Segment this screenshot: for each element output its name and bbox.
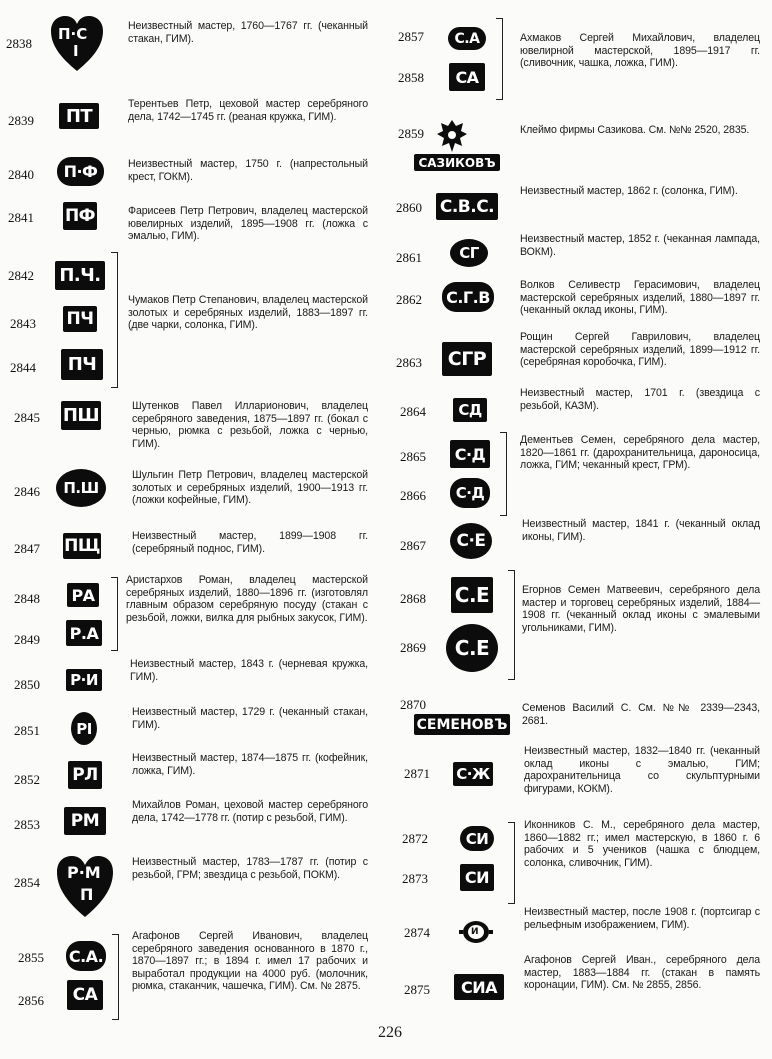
hallmark-stamp: СГ bbox=[450, 239, 488, 267]
hallmark-stamp: С.А. bbox=[66, 941, 106, 971]
entry-description: Агафонов Сергей Иванович, владелец серебряного заведения основанного в 1870 г., 1870—1897 гг.; в 1894 г. имел 17 рабочих и выработал продукции на 4000 руб. (молочник, рюмка, стаканчик, чашечка, ГИМ). См. № 2875. bbox=[132, 930, 368, 993]
mark-label: Р·М bbox=[67, 863, 101, 882]
hallmark-stamp: СГР bbox=[442, 342, 492, 376]
group-bracket bbox=[508, 822, 515, 904]
hallmark-stamp: ПШ bbox=[61, 401, 101, 430]
hallmark-stamp: П.Ч. bbox=[55, 261, 105, 290]
entry-description: Ахмаков Сергей Михайлович, владелец ювелирной мастерской, 1895—1917 гг. (сливочник, чашка, ложка, ГИМ). bbox=[520, 32, 760, 70]
entry-description: Дементьев Семен, серебряного дела мастер, 1820—1861 гг. (дарохранительница, дароносица, ложка, ГИМ; чеканный крест, ГРМ). bbox=[520, 434, 760, 472]
mark-number: 2873 bbox=[402, 871, 428, 886]
mark-number: 2863 bbox=[396, 355, 422, 370]
hallmark-stamp: С·Ж bbox=[453, 762, 493, 786]
entry-description: Неизвестный мастер, 1852 г. (чеканная лампада, ВОКМ). bbox=[520, 233, 760, 258]
mark-number: 2838 bbox=[6, 36, 32, 51]
mark-number: 2856 bbox=[18, 993, 44, 1008]
mark-number: 2864 bbox=[400, 404, 426, 419]
mark-label-lower: І bbox=[73, 42, 79, 60]
mark-number: 2839 bbox=[8, 113, 34, 128]
hallmark-stamp: С.А bbox=[448, 27, 486, 50]
hallmark-stamp: П.Ш bbox=[56, 469, 106, 507]
hallmark-stamp: С.Е bbox=[446, 624, 498, 672]
entry-description: Агафонов Сергей Иван., серебряного дела мастер, 1883—1884 гг. (стакан в память коронации, ГИМ). См. № 2855, 2856. bbox=[524, 954, 760, 992]
entry-description: Неизвестный мастер, 1729 г. (чеканный стакан, ГИМ). bbox=[132, 706, 368, 731]
mark-number: 2862 bbox=[396, 292, 422, 307]
mark-number: 2846 bbox=[14, 484, 40, 499]
entry-description: Шутенков Павел Илларионович, владелец серебряного заведения, 1875—1897 гг. (бокал с чернью, рюмка с резьбой, ложка с чернью, ГИМ). bbox=[132, 400, 368, 450]
hallmark-stamp: СА bbox=[449, 63, 485, 91]
entry-description: Неизвестный мастер, 1760—1767 гг. (чеканный стакан, ГИМ). bbox=[128, 20, 368, 45]
entry-description: Неизвестный мастер, 1701 г. (звездица с резьбой, КАЗМ). bbox=[520, 387, 760, 412]
mark-number: 2866 bbox=[400, 488, 426, 503]
entry-description: Фарисеев Петр Петрович, владелец мастерской ювелирных изделий, 1895—1908 гг. (ложка с эмалью, ГИМ). bbox=[128, 205, 368, 243]
mark-number: 2848 bbox=[14, 591, 40, 606]
entry-description: Волков Селивестр Герасимович, владелец мастерской серебряных изделий, 1880—1897 гг. (чеканный оклад иконы, ГИМ). bbox=[520, 279, 760, 317]
mark-number: 2842 bbox=[8, 268, 34, 283]
entry-description: Аристархов Роман, владелец мастерской серебряных изделий, 1880—1896 гг. (изготовлял главным образом серебряную посуду (стакан с резьбой, ложки, вилка для рыбных закусок, ГИМ). bbox=[126, 574, 368, 624]
hallmark-stamp: РІ bbox=[71, 712, 97, 745]
mark-label: П·С bbox=[58, 25, 88, 43]
mark-number: 2871 bbox=[404, 766, 430, 781]
hallmark-stamp: СЕМЕНОВЪ bbox=[414, 714, 510, 735]
entry-description: Неизвестный мастер, 1841 г. (чеканный оклад иконы, ГИМ). bbox=[522, 518, 760, 543]
group-bracket bbox=[112, 934, 119, 1020]
entry-description: Неизвестный мастер, 1862 г. (солонка, ГИМ). bbox=[520, 185, 738, 197]
mark-number: 2874 bbox=[404, 925, 430, 940]
mark-number: 2858 bbox=[398, 70, 424, 85]
entry-description: Неизвестный мастер, 1783—1787 гг. (потир с резьбой, ГРМ; звездица с резьбой, ПОКМ). bbox=[132, 856, 368, 881]
group-bracket bbox=[500, 432, 507, 516]
mark-number: 2840 bbox=[8, 167, 34, 182]
mark-number: 2845 bbox=[14, 410, 40, 425]
hallmark-stamp: РМ bbox=[64, 807, 106, 835]
mark-number: 2857 bbox=[398, 29, 424, 44]
mark-number: 2860 bbox=[396, 200, 422, 215]
hallmark-stamp: ПТ bbox=[59, 103, 99, 129]
mark-number: 2869 bbox=[400, 640, 426, 655]
group-bracket bbox=[111, 577, 118, 651]
hallmark-stamp: С.Е bbox=[451, 577, 493, 613]
hallmark-stamp: Р·И bbox=[66, 669, 102, 691]
mark-number: 2861 bbox=[396, 250, 422, 265]
hallmark-stamp: СИ bbox=[460, 864, 494, 891]
mark-number: 2872 bbox=[402, 831, 428, 846]
mark-number: 2870 bbox=[400, 697, 426, 712]
hallmark-stamp: ПЧ bbox=[61, 349, 103, 380]
page-number: 226 bbox=[378, 1024, 402, 1041]
mark-label-lower: П bbox=[80, 885, 94, 904]
mark-number: 2843 bbox=[10, 316, 36, 331]
entry-description: Неизвестный мастер, после 1908 г. (портсигар с рельефным изображением, ГИМ). bbox=[524, 906, 760, 931]
mark-number: 2855 bbox=[18, 950, 44, 965]
hallmark-stamp: РЛ bbox=[68, 761, 102, 789]
entry-description: Неизвестный мастер, 1843 г. (черневая кружка, ГИМ). bbox=[130, 658, 368, 683]
mark-number: 2867 bbox=[400, 538, 426, 553]
hallmark-stamp: С·Д bbox=[450, 440, 490, 468]
mark-number: 2852 bbox=[14, 772, 40, 787]
mark-label: И bbox=[471, 927, 479, 937]
entry-description: Клеймо фирмы Сазикова. См. №№ 2520, 2835. bbox=[520, 124, 750, 136]
hallmark-stamp: ПЧ bbox=[63, 306, 97, 332]
hallmark-stamp: ПЩ bbox=[63, 533, 101, 559]
mark-number: 2850 bbox=[14, 677, 40, 692]
mark-number: 2847 bbox=[14, 541, 40, 556]
entry-description: Иконников С. М., серебряного дела мастер, 1860—1882 гг.; имел мастерскую, в 1860 г. 6 рабочих и 5 учеников (чашка с блюдцем, солонка, сливочник, ГИМ). bbox=[524, 819, 760, 869]
entry-description: Чумаков Петр Степанович, владелец мастерской золотых и серебряных изделий, 1883—1897 гг. (две чарки, солонка, ГИМ). bbox=[128, 294, 368, 332]
hallmark-stamp: САЗИКОВЪ bbox=[414, 154, 500, 171]
entry-description: Семенов Василий С. См. №№ 2339—2343, 2681. bbox=[522, 702, 760, 727]
hallmark-stamp: СД bbox=[453, 398, 487, 422]
hallmark-stamp: СИА bbox=[454, 974, 504, 1000]
hallmark-stamp: С·Е bbox=[450, 523, 492, 559]
hallmark-stamp: СА bbox=[67, 980, 103, 1010]
hallmark-stamp: Р.А bbox=[66, 620, 102, 646]
hallmark-stamp: СИ bbox=[460, 826, 494, 851]
mark-number: 2851 bbox=[14, 723, 40, 738]
hallmark-stamp: С·Д bbox=[450, 478, 490, 508]
entry-description: Неизвестный мастер, 1832—1840 гг. (чеканный оклад иконы с эмалью, ГИМ; дарохранительница со скульптурными фигурами, КОКМ). bbox=[524, 745, 760, 795]
mark-number: 2875 bbox=[404, 982, 430, 997]
entry-description: Шульгин Петр Петрович, владелец мастерской золотых и серебряных изделий, 1900—1913 гг. (ложки кофейные, ГИМ). bbox=[132, 469, 368, 507]
mark-number: 2854 bbox=[14, 875, 40, 890]
mark-number: 2865 bbox=[400, 449, 426, 464]
entry-description: Егорнов Семен Матвеевич, серебряного дела мастер и торговец серебряных изделий, 1884—1908 гг. (чеканный оклад иконы с эмалевыми угольниками, ГИМ). bbox=[522, 584, 760, 634]
group-bracket bbox=[496, 18, 503, 100]
entry-description: Рощин Сергей Гаврилович, владелец мастерской серебряных изделий, 1899—1912 гг. (серебряная коробочка, ГИМ). bbox=[520, 331, 760, 369]
mark-number: 2841 bbox=[8, 210, 34, 225]
hallmark-stamp: С.В.С. bbox=[436, 193, 498, 220]
entry-description: Михайлов Роман, цеховой мастер серебряного дела, 1742—1778 гг. (потир с резьбой, ГИМ). bbox=[132, 799, 368, 824]
entry-description: Неизвестный мастер, 1899—1908 гг. (серебряный поднос, ГИМ). bbox=[132, 530, 368, 555]
entry-description: Неизвестный мастер, 1874—1875 гг. (кофейник, ложка, ГИМ). bbox=[132, 752, 368, 777]
entry-description: Неизвестный мастер, 1750 г. (напрестольный крест, ГОКМ). bbox=[128, 158, 368, 183]
entry-description: Терентьев Петр, цеховой мастер серебряного дела, 1742—1745 гг. (реаная кружка, ГИМ). bbox=[128, 98, 368, 123]
hallmark-stamp: П·Ф bbox=[57, 157, 104, 186]
eagle-crest-icon bbox=[436, 118, 468, 154]
mark-number: 2849 bbox=[14, 632, 40, 647]
hallmark-stamp: С.Г.В bbox=[442, 282, 494, 312]
mark-number: 2844 bbox=[10, 360, 36, 375]
hallmark-stamp: ПФ bbox=[63, 202, 97, 230]
mark-number: 2853 bbox=[14, 817, 40, 832]
group-bracket bbox=[111, 252, 118, 388]
mark-number: 2868 bbox=[400, 591, 426, 606]
mark-number: 2859 bbox=[398, 126, 424, 141]
hallmark-stamp: РА bbox=[67, 583, 99, 607]
group-bracket bbox=[508, 570, 515, 680]
